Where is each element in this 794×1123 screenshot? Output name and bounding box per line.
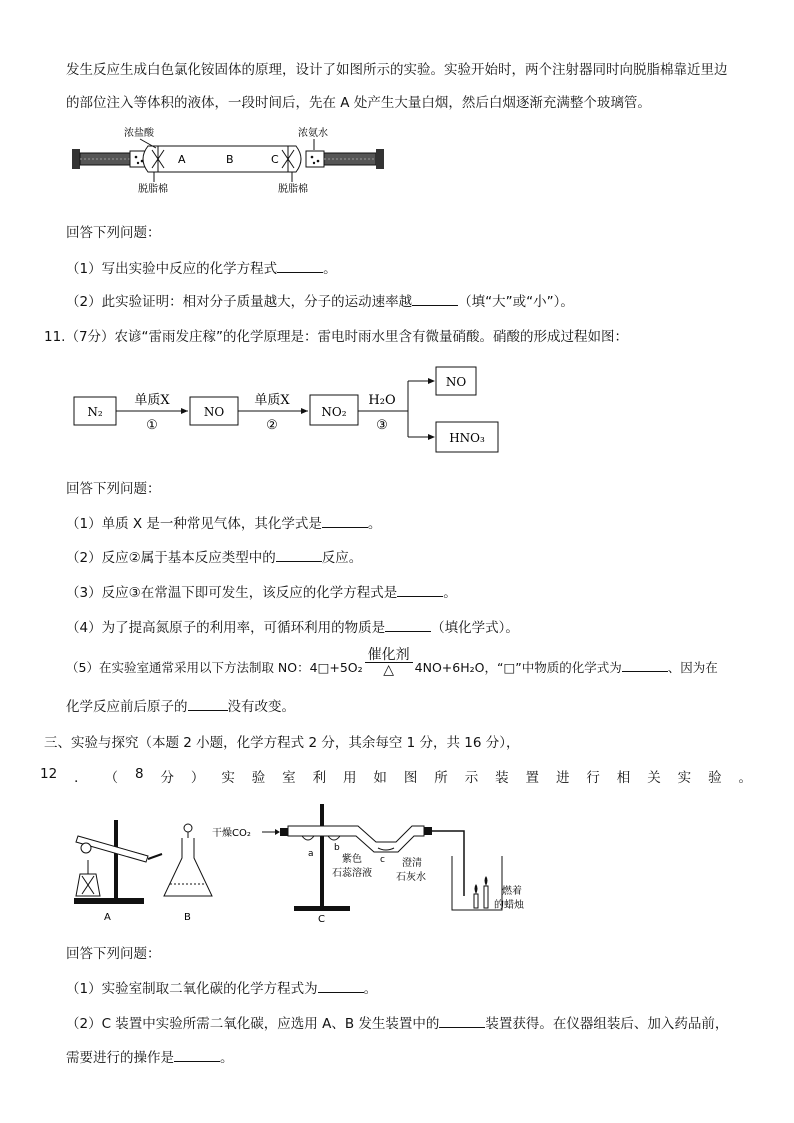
- answer-blank[interactable]: [188, 698, 228, 711]
- cotton-right-label: 脱脂棉: [278, 184, 308, 195]
- q12-stem-char: 示: [464, 770, 479, 786]
- q12-stem-char: ．: [74, 770, 88, 786]
- q12-sub1: （1）实验室制取二氧化碳的化学方程式为 。: [66, 981, 378, 997]
- q12-answer-prompt: 回答下列问题：: [66, 946, 161, 962]
- q12-stem-char: 图: [403, 770, 418, 786]
- label-b: B: [226, 153, 234, 166]
- q11-answer-prompt: 回答下列问题：: [66, 481, 161, 497]
- q11-sub4: （4）为了提高氮原子的利用率，可循环利用的物质是 （填化学式）。: [66, 620, 519, 636]
- q12-stem-char: 验: [251, 770, 266, 786]
- limewater-label-1: 澄清: [402, 858, 422, 869]
- q11-sub5: （5）在实验室通常采用以下方法制取 NO：4□+5O₂ 催化剂 △ 4NO+6H₂O，“□”中物质的化学式为 、因为在: [66, 647, 718, 678]
- node-no-output: NO: [445, 375, 467, 389]
- answer-blank[interactable]: [277, 260, 323, 273]
- q12-stem-char: （: [104, 770, 119, 786]
- q12-stem-char: 实: [677, 770, 692, 786]
- q11-sub1: （1）单质 X 是一种常见气体，其化学式是 。: [66, 516, 382, 532]
- reaction-condition: 催化剂 △: [363, 656, 415, 676]
- answer-blank[interactable]: [174, 1049, 220, 1062]
- q12-sub2: （2）C 装置中实验所需二氧化碳，应选用 A、B 发生装置中的 装置获得。在仪器组装后、加入药品前，: [66, 1016, 729, 1032]
- q12-stem-char: 实: [221, 770, 235, 786]
- node-n2: N₂: [87, 405, 103, 419]
- cotton-left-label: 脱脂棉: [138, 184, 168, 195]
- q10-sub1: （1）写出实验中反应的化学方程式 。: [66, 261, 337, 277]
- q12-stem-char: 验: [708, 770, 722, 786]
- dry-co2-label: 干燥CO₂: [212, 828, 251, 839]
- answer-blank[interactable]: [318, 980, 364, 993]
- q12-stem-char: 行: [586, 770, 600, 786]
- answer-blank[interactable]: [439, 1015, 485, 1028]
- q11-sub5-cont: 化学反应前后原子的 没有改变。: [66, 699, 295, 715]
- q12-stem-char: 相: [616, 770, 631, 786]
- apparatus-a-label: A: [104, 912, 111, 923]
- hcl-label: 浓盐酸: [124, 128, 154, 139]
- q11-sub3: （3）反应③在常温下即可发生，该反应的化学方程式是 。: [66, 585, 457, 601]
- q12-stem-char: 如: [373, 770, 387, 786]
- q10-sub2: （2）此实验证明：相对分子质量越大，分子的运动速率越 （填“大”或“小”）。: [66, 294, 574, 310]
- intro-line-1: 发生反应生成白色氯化铵固体的原理，设计了如图所示的实验。实验开始时，两个注射器同时向脱脂棉靠近里边: [66, 62, 728, 78]
- q11-sub2: （2）反应②属于基本反应类型中的 反应。: [66, 550, 363, 566]
- candle-label-1: 燃着: [502, 886, 522, 897]
- node-no2: NO₂: [321, 405, 347, 419]
- q12-stem-char: 所: [434, 770, 448, 786]
- step1-number: ①: [146, 418, 158, 433]
- co2-apparatus-diagram: [66, 798, 526, 928]
- q12-stem-char: 利: [312, 770, 327, 786]
- q12-stem-char: 8: [134, 766, 144, 782]
- point-b-label: b: [334, 843, 340, 853]
- section-3-heading: 三、实验与探究（本题 2 小题，化学方程式 2 分，其余每空 1 分，共 16 分），: [44, 735, 520, 751]
- answer-blank[interactable]: [412, 293, 458, 306]
- answer-blank[interactable]: [322, 515, 368, 528]
- glass-tube-diagram: [66, 124, 396, 196]
- limewater-label-2: 石灰水: [396, 872, 426, 883]
- answer-blank[interactable]: [397, 584, 443, 597]
- q12-stem-char: 关: [647, 770, 661, 786]
- q10-answer-prompt: 回答下列问题：: [66, 225, 161, 241]
- node-hno3: HNO₃: [449, 431, 485, 445]
- intro-line-2: 的部位注入等体积的液体，一段时间后，先在 A 处产生大量白烟，然后白烟逐渐充满整个玻璃管。: [66, 95, 651, 111]
- q12-stem-char: 置: [525, 770, 540, 786]
- point-c-label: c: [380, 855, 385, 865]
- node-no: NO: [203, 405, 225, 419]
- answer-blank[interactable]: [276, 549, 322, 562]
- candle-label-2: 的蜡烛: [494, 900, 524, 911]
- step2-reagent: 单质X: [254, 393, 290, 408]
- answer-blank[interactable]: [622, 659, 668, 672]
- litmus-label-1: 紫色: [342, 854, 362, 865]
- nitric-acid-flow-diagram: [66, 356, 516, 456]
- label-a: A: [178, 153, 186, 166]
- label-c: C: [271, 153, 279, 166]
- q12-stem-char: 。: [738, 770, 752, 786]
- litmus-label-2: 石蕊溶液: [332, 868, 372, 879]
- answer-blank[interactable]: [385, 619, 431, 632]
- q12-stem-char: 用: [343, 770, 357, 786]
- point-a-label: a: [308, 849, 314, 859]
- q12-stem-char: 分: [160, 770, 174, 786]
- ammonia-label: 浓氨水: [298, 128, 328, 139]
- q12-stem-char: 12: [40, 766, 58, 782]
- q12-stem-char: 室: [282, 770, 296, 786]
- step1-reagent: 单质X: [134, 393, 170, 408]
- q12-stem-char: 进: [555, 770, 570, 786]
- step2-number: ②: [266, 418, 278, 433]
- q12-sub2-cont: 需要进行的操作是 。: [66, 1050, 234, 1066]
- apparatus-b-label: B: [184, 912, 191, 923]
- apparatus-c-label: C: [318, 914, 325, 925]
- q12-stem-char: ）: [190, 770, 205, 786]
- step3-reagent: H₂O: [368, 393, 396, 408]
- q12-stem: [40, 766, 752, 786]
- step3-number: ③: [376, 418, 388, 433]
- q11-stem: 11.（7分）农谚“雷雨发庄稼”的化学原理是：雷电时雨水里含有微量硝酸。硝酸的形成过程如图：: [44, 329, 629, 345]
- q12-stem-char: 装: [495, 770, 509, 786]
